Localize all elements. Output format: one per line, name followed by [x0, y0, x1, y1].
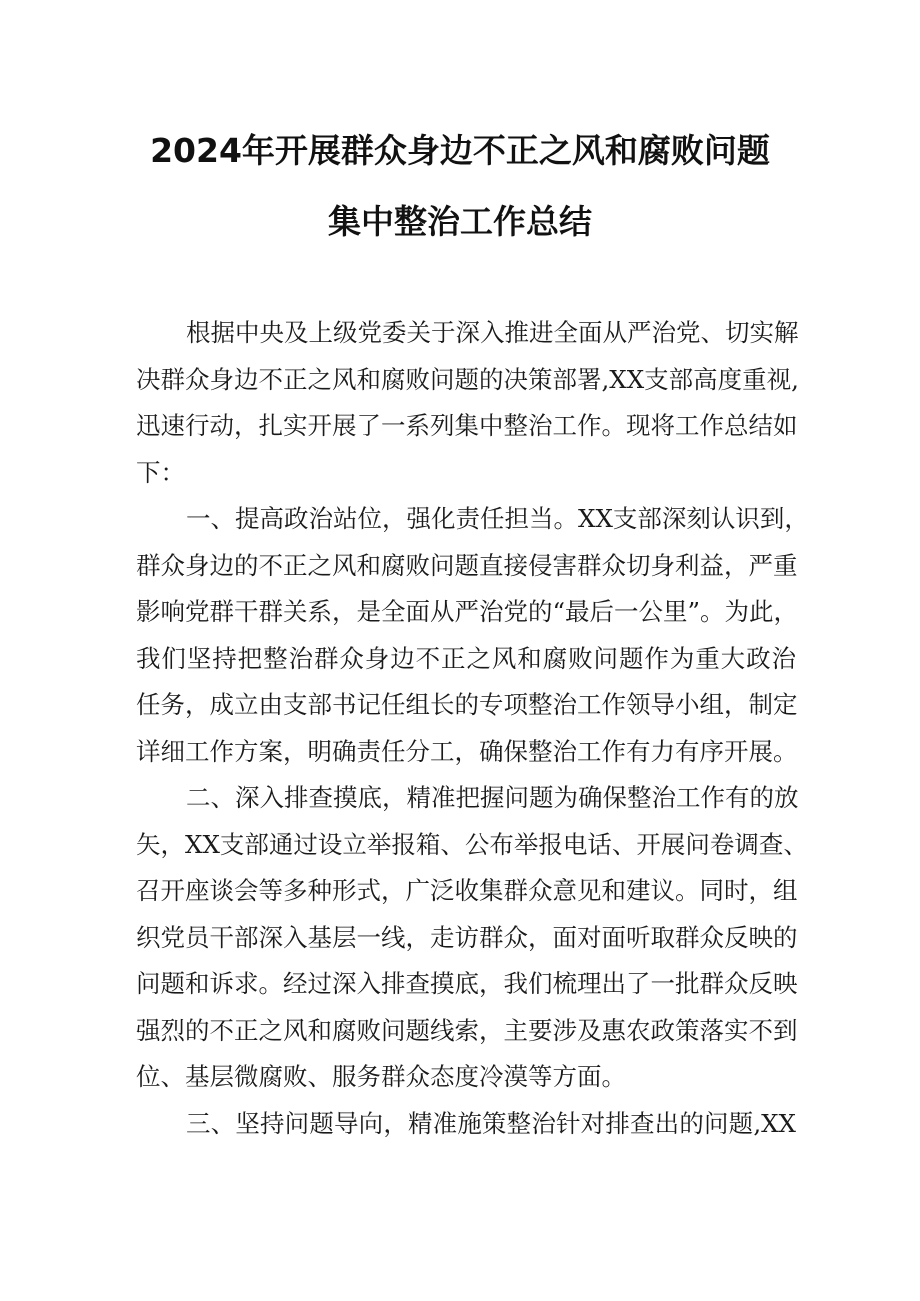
- section-1-line-4: 我们坚持把整治群众身边不正之风和腐败问题作为重大政治: [136, 643, 796, 673]
- document-body: [136, 310, 809, 1147]
- paragraph-1-line-4: 下：: [136, 457, 185, 487]
- section-3-line-1: 三、坚持问题导向，精准施策整治针对排查出的问题,XX: [186, 1108, 796, 1138]
- document-title-line-1: 2024年开展群众身边不正之风和腐败问题: [150, 131, 770, 170]
- paragraph-1-line-3: 迅速行动，扎实开展了一系列集中整治工作。现将工作总结如: [136, 411, 798, 440]
- section-1-line-2: 群众身边的不正之风和腐败问题直接侵害群众切身利益，严重: [136, 550, 798, 580]
- paragraph-1-line-1: 根据中央及上级党委关于深入推进全面从严治党、切实解: [186, 318, 799, 347]
- section-1-line-3: 影响党群干群关系，是全面从严治党的“最后一公里”。为此，: [136, 597, 799, 626]
- section-2-line-5: 问题和诉求。经过深入排查摸底，我们梳理出了一批群众反映: [136, 969, 798, 998]
- section-1-line-1: 一、提高政治站位，强化责任担当。XX支部深刻认识到，: [186, 504, 809, 533]
- section-2-line-7: 位、基层微腐败、服务群众态度冷漠等方面。: [136, 1062, 626, 1091]
- section-1-line-6: 详细工作方案，明确责任分工，确保整治工作有力有序开展。: [136, 736, 798, 766]
- section-2-line-2: 矢，XX支部通过设立举报箱、公布举报电话、开展问卷调查、: [136, 829, 808, 859]
- paragraph-1-line-2: 决群众身边不正之风和腐败问题的决策部署,XX支部高度重视,: [136, 364, 799, 394]
- section-2-line-3: 召开座谈会等多种形式，广泛收集群众意见和建议。同时，组: [136, 876, 798, 905]
- section-2-line-6: 强烈的不正之风和腐败问题线索，主要涉及惠农政策落实不到: [136, 1015, 798, 1045]
- document-title-line-2: 集中整治工作总结: [328, 202, 592, 241]
- section-1-line-5: 任务，成立由支部书记任组长的专项整治工作领导小组，制定: [136, 690, 798, 719]
- section-2-line-4: 织党员干部深入基层一线，走访群众，面对面听取群众反映的: [136, 922, 798, 952]
- section-2-line-1: 二、深入排查摸底，精准把握问题为确保整治工作有的放: [186, 783, 799, 812]
